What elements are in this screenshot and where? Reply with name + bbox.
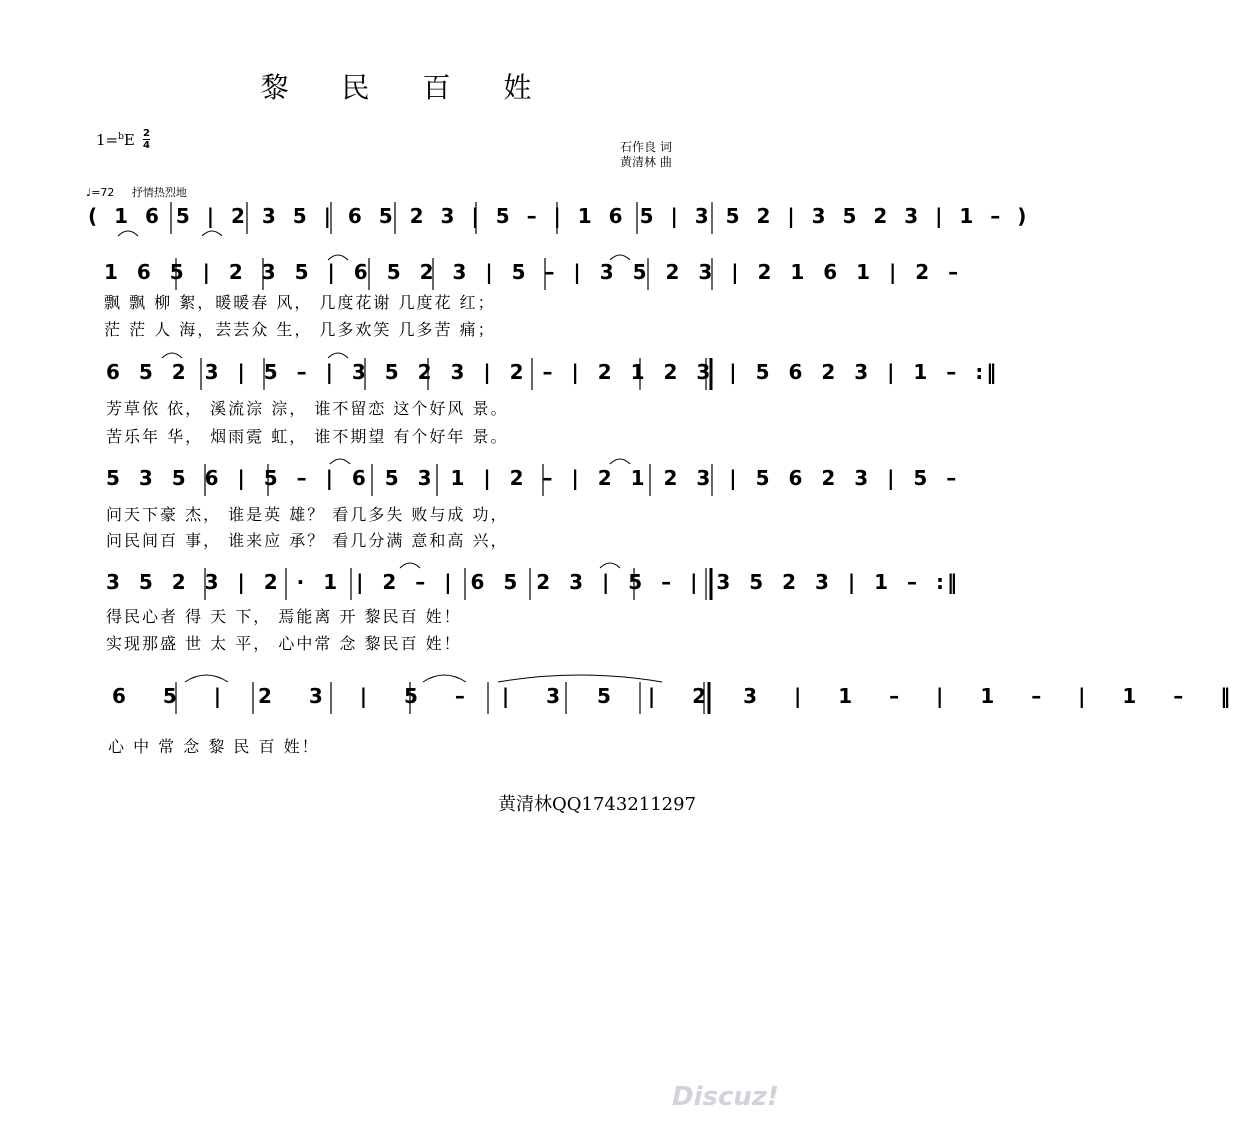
row-2-lyric-verse2: 苦乐年 华， 烟雨霓 虹， 谁不期望 有个好年 景。 bbox=[106, 427, 509, 446]
row-3-lyric-verse2: 问民间百 事， 谁来应 承？ 看几分满 意和高 兴， bbox=[106, 531, 509, 550]
row-5-notes: 6 5 | 2 3 | 5 – | 3 5 | 2 3 | 1 – | 1 – | 1 – ‖ bbox=[112, 684, 1242, 708]
tempo-bpm: ♩=72 bbox=[86, 186, 115, 199]
key-prefix: 1= bbox=[96, 131, 119, 149]
score-row-intro bbox=[0, 196, 1030, 256]
flat-sign: b bbox=[118, 132, 124, 142]
key-note: E bbox=[123, 131, 135, 149]
lyricist-credit: 石作良 词 bbox=[620, 140, 672, 154]
tempo-expression: 抒情热烈地 bbox=[131, 186, 187, 199]
intro-notes: ( 1 6 5 | 2 3 5 | 6 5 2 3 | 5 – | 1 6 5 | 3 5 2 | 3 5 2 3 | 1 – ) bbox=[88, 204, 1030, 228]
key-signature bbox=[96, 131, 135, 149]
row-2-notes: 6 5 2 3 | 5 – | 3 5 2 3 | 2 – | 2 1 2 3 | 5 6 2 3 | 1 – :‖ bbox=[106, 360, 1000, 384]
score-row-5 bbox=[0, 680, 1242, 740]
time-top: 2 bbox=[143, 128, 150, 139]
row-4-lyric-verse1: 得民心者 得 天 下， 焉能离 开 黎民百 姓！ bbox=[106, 607, 462, 626]
time-signature bbox=[143, 128, 150, 151]
song-title: 黎 民 百 姓 bbox=[260, 71, 554, 104]
row-3-lyric-verse1: 问天下豪 杰， 谁是英 雄？ 看几多失 败与成 功， bbox=[106, 505, 509, 524]
time-bottom: 4 bbox=[143, 140, 150, 151]
row-5-lyric: 心 中 常 念 黎 民 百 姓！ bbox=[108, 737, 320, 756]
composer-credit: 黄清林 曲 bbox=[620, 155, 672, 169]
row-4-notes: 3 5 2 3 | 2 · 1 | 2 – | 6 5 2 3 | 5 – | 3 5 2 3 | 1 – :‖ bbox=[106, 570, 960, 594]
row-1-notes: 1 6 5 | 2 3 5 | 6 5 2 3 | 5 – | 3 5 2 3 | 2 1 6 1 | 2 – bbox=[104, 260, 962, 284]
watermark: Discuz! bbox=[672, 1082, 779, 1112]
row-4-lyric-verse2: 实现那盛 世 太 平， 心中常 念 黎民百 姓！ bbox=[106, 634, 462, 653]
row-3-notes: 5 3 5 6 | 5 – | 6 5 3 1 | 2 – | 2 1 2 3 | 5 6 2 3 | 5 – bbox=[106, 466, 960, 490]
row-2-lyric-verse1: 芳草依 依， 溪流淙 淙， 谁不留恋 这个好风 景。 bbox=[106, 399, 509, 418]
row-1-lyric-verse2: 茫 茫 人 海，芸芸众 生， 几多欢笑 几多苦 痛； bbox=[104, 320, 496, 339]
author-signature: 黄清林QQ1743211297 bbox=[498, 794, 697, 815]
row-1-lyric-verse1: 飘 飘 柳 絮，暖暖春 风， 几度花谢 几度花 红； bbox=[104, 293, 496, 312]
